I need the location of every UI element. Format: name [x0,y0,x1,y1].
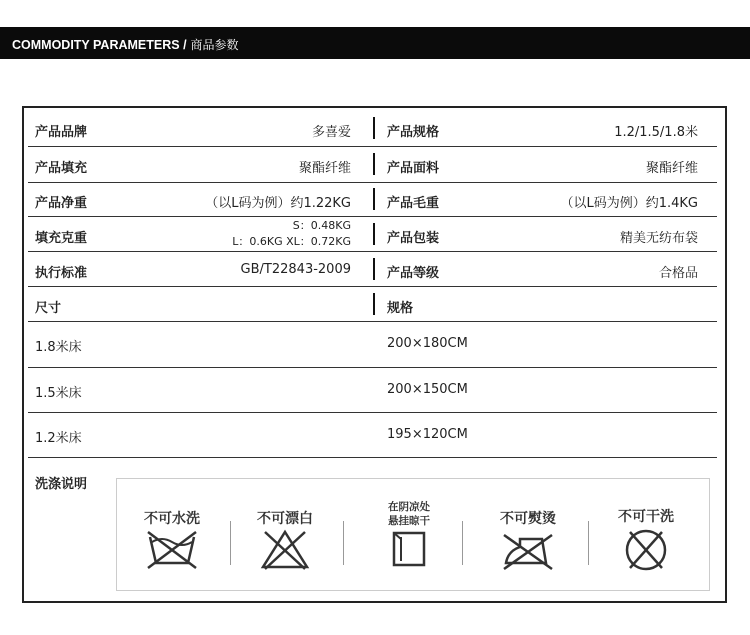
wash-text-hang-dry-line2: 悬挂晾干 [388,515,430,527]
column-divider [373,258,375,280]
row-divider [28,412,717,413]
wash-text-hang-dry-line1: 在阴凉处 [388,501,430,513]
wash-text-no-iron: 不可熨烫 [500,511,556,527]
param-label-grade: 产品等级 [387,266,440,281]
param-value-fill-weight-s: S：0.48KG [292,219,351,232]
hang-dry-shade-icon [379,527,439,573]
row-divider [28,457,717,458]
no-iron-icon [498,527,558,573]
wash-label: 洗涤说明 [35,477,88,492]
size-spec-1-5: 200×150CM [387,382,468,397]
param-value-package: 精美无纺布袋 [619,231,698,246]
column-divider [373,223,375,245]
param-label-fill-weight: 填充克重 [35,231,88,246]
column-divider [373,293,375,315]
title-chinese: 商品参数 [190,38,239,52]
param-value-standard: GB/T22843-2009 [240,262,351,277]
wash-divider [343,521,344,565]
param-label-standard: 执行标准 [35,266,88,281]
no-water-wash-icon [142,527,202,573]
param-value-net-weight: （以L码为例）约1.22KG [205,196,351,211]
spec-header: 规格 [387,301,414,316]
page-title [12,36,239,53]
no-dry-clean-icon [616,527,676,573]
row-divider [28,367,717,368]
size-bed-1-2: 1.2米床 [35,431,82,446]
size-bed-1-5: 1.5米床 [35,386,82,401]
wash-instructions-box [116,478,710,591]
wash-item-no-water-wash [117,479,227,590]
row-divider [28,286,717,287]
wash-text-no-bleach: 不可漂白 [257,511,313,527]
title-english: COMMODITY PARAMETERS / [12,38,187,52]
size-bed-1-8: 1.8米床 [35,340,82,355]
param-label-brand: 产品品牌 [35,125,88,140]
wash-item-no-iron [473,479,583,590]
param-label-filling: 产品填充 [35,161,88,176]
param-value-spec: 1.2/1.5/1.8米 [614,125,698,140]
wash-item-no-bleach [230,479,340,590]
wash-divider [588,521,589,565]
wash-divider [462,521,463,565]
no-bleach-icon [255,527,315,573]
param-value-grade: 合格品 [658,266,698,281]
header-bar [0,27,750,59]
param-label-fabric: 产品面料 [387,161,440,176]
param-label-package: 产品包装 [387,231,440,246]
param-value-filling: 聚酯纤维 [298,161,351,176]
param-label-spec: 产品规格 [387,125,440,140]
wash-item-hang-dry-shade [354,479,464,590]
size-spec-1-2: 195×120CM [387,427,468,442]
size-header: 尺寸 [35,301,62,316]
param-label-net-weight: 产品净重 [35,196,88,211]
row-divider [28,146,717,147]
param-value-fill-weight-lxl: L：0.6KG XL：0.72KG [232,235,351,248]
row-divider [28,251,717,252]
wash-text-no-dry-clean: 不可干洗 [618,509,674,525]
param-value-gross-weight: （以L码为例）约1.4KG [560,196,698,211]
column-divider [373,117,375,139]
wash-item-no-dry-clean [591,479,701,590]
row-divider [28,321,717,322]
row-divider [28,182,717,183]
wash-text-no-water-wash: 不可水洗 [144,511,200,527]
param-value-fabric: 聚酯纤维 [645,161,698,176]
param-label-gross-weight: 产品毛重 [387,196,440,211]
column-divider [373,153,375,175]
column-divider [373,188,375,210]
row-divider [28,216,717,217]
size-spec-1-8: 200×180CM [387,336,468,351]
param-value-brand: 多喜爱 [311,125,351,140]
